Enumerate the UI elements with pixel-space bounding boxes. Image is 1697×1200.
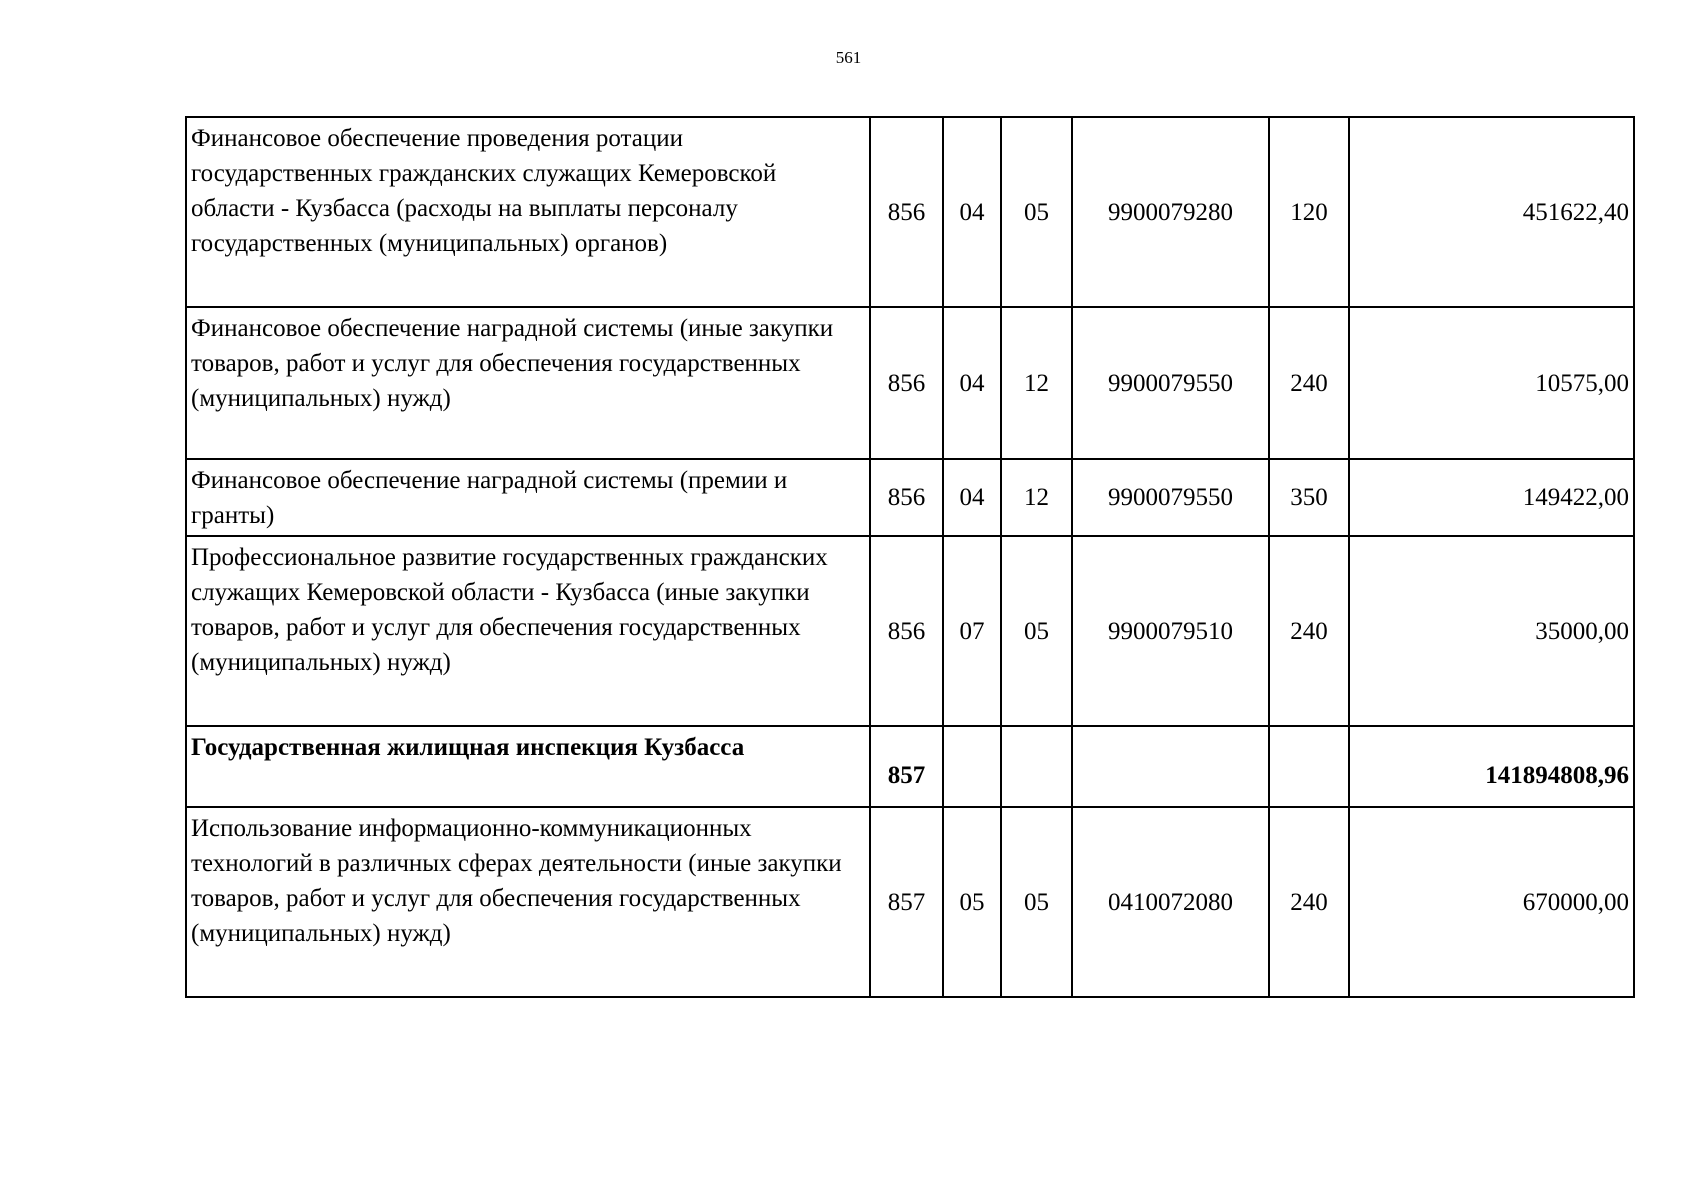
cell-ministry-code: 856 — [870, 536, 943, 726]
cell-ministry-code: 857 — [870, 807, 943, 997]
cell-target-article: 0410072080 — [1072, 807, 1269, 997]
cell-section — [943, 726, 1001, 807]
cell-expense-type — [1269, 726, 1349, 807]
table-row — [186, 536, 1634, 726]
cell-section: 04 — [943, 459, 1001, 536]
cell-subsection: 12 — [1001, 459, 1072, 536]
cell-amount: 670000,00 — [1349, 807, 1634, 997]
cell-description: Профессиональное развитие государственных гражданских служащих Кемеровской области - Кузбасса (иные закупки товаров, работ и услуг для обеспечения государственных (муниципальных) нужд) — [186, 536, 870, 726]
cell-ministry-code: 857 — [870, 726, 943, 807]
cell-amount: 35000,00 — [1349, 536, 1634, 726]
cell-expense-type: 350 — [1269, 459, 1349, 536]
cell-amount: 149422,00 — [1349, 459, 1634, 536]
cell-description: Финансовое обеспечение наградной системы (иные закупки товаров, работ и услуг для обеспечения государственных (муниципальных) нужд) — [186, 307, 870, 459]
cell-amount: 10575,00 — [1349, 307, 1634, 459]
cell-target-article: 9900079550 — [1072, 459, 1269, 536]
cell-description: Финансовое обеспечение проведения ротации государственных гражданских служащих Кемеровской области - Кузбасса (расходы на выплаты персоналу государственных (муниципальных) органов) — [186, 117, 870, 307]
cell-expense-type: 240 — [1269, 307, 1349, 459]
cell-ministry-code: 856 — [870, 459, 943, 536]
cell-target-article: 9900079550 — [1072, 307, 1269, 459]
cell-ministry-code: 856 — [870, 307, 943, 459]
cell-amount: 141894808,96 — [1349, 726, 1634, 807]
budget-table — [185, 116, 1635, 998]
cell-target-article: 9900079280 — [1072, 117, 1269, 307]
cell-subsection: 12 — [1001, 307, 1072, 459]
cell-expense-type: 120 — [1269, 117, 1349, 307]
cell-target-article: 9900079510 — [1072, 536, 1269, 726]
cell-subsection: 05 — [1001, 807, 1072, 997]
table-row — [186, 807, 1634, 997]
table-row — [186, 117, 1634, 307]
cell-expense-type: 240 — [1269, 807, 1349, 997]
cell-subsection — [1001, 726, 1072, 807]
cell-department-name: Государственная жилищная инспекция Кузбасса — [186, 726, 870, 807]
cell-section: 04 — [943, 117, 1001, 307]
cell-amount: 451622,40 — [1349, 117, 1634, 307]
table-row — [186, 459, 1634, 536]
page-number: 561 — [835, 48, 862, 67]
cell-expense-type: 240 — [1269, 536, 1349, 726]
cell-ministry-code: 856 — [870, 117, 943, 307]
table-row-department-total — [186, 726, 1634, 807]
cell-subsection: 05 — [1001, 536, 1072, 726]
table-row — [186, 307, 1634, 459]
cell-section: 05 — [943, 807, 1001, 997]
cell-target-article — [1072, 726, 1269, 807]
cell-description: Финансовое обеспечение наградной системы (премии и гранты) — [186, 459, 870, 536]
cell-description: Использование информационно-коммуникационных технологий в различных сферах деятельности (иные закупки товаров, работ и услуг для обеспечения государственных (муниципальных) нужд) — [186, 807, 870, 997]
cell-section: 07 — [943, 536, 1001, 726]
cell-section: 04 — [943, 307, 1001, 459]
cell-subsection: 05 — [1001, 117, 1072, 307]
